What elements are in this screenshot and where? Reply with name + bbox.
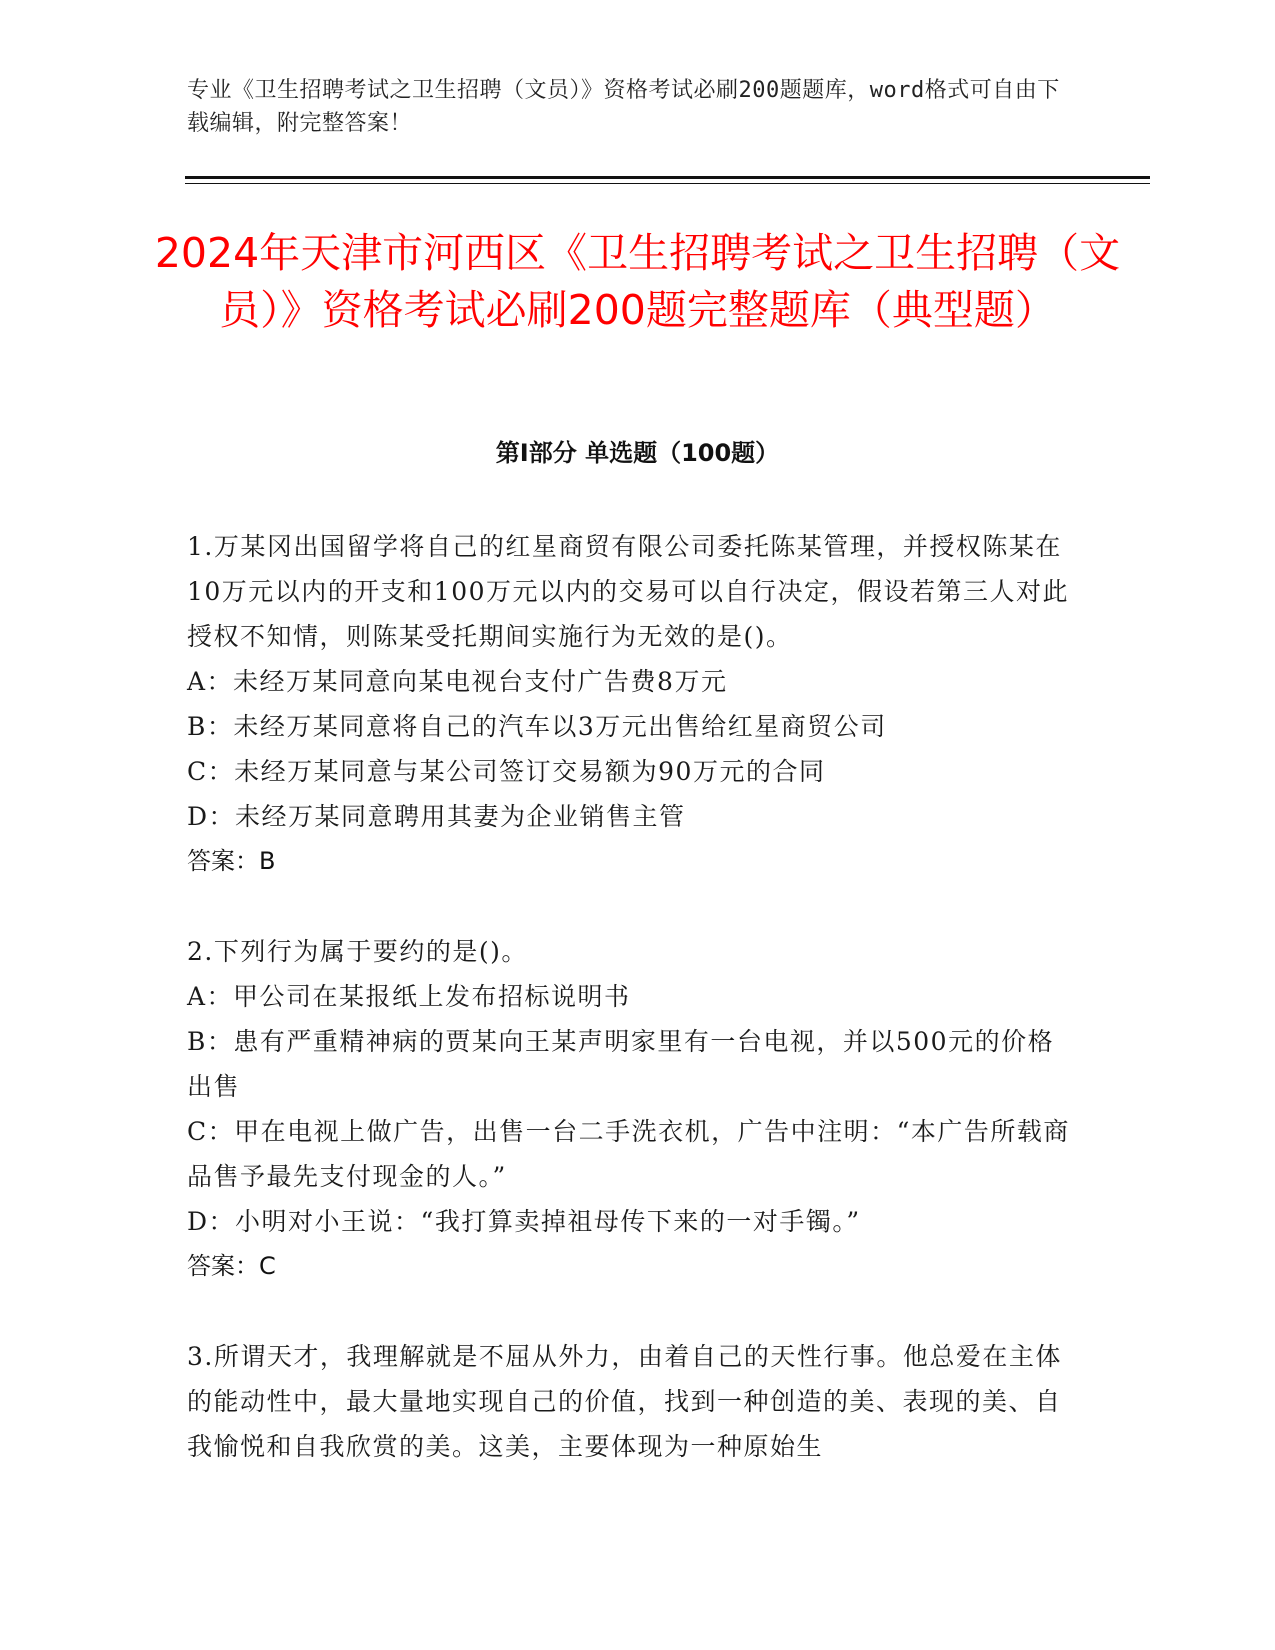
question-stem: 2.下列行为属于要约的是()。 (187, 937, 528, 966)
header-divider-thick (185, 176, 1150, 179)
option-c: C：未经万某同意与某公司签订交易额为90万元的合同 (187, 757, 826, 786)
question-3 (187, 1334, 1072, 1469)
question-stem: 3.所谓天才，我理解就是不屈从外力，由着自己的天性行事。他总爱在主体的能动性中，最大量地实现自己的价值，找到一种创造的美、表现的美、自我愉悦和自我欣赏的美。这美，主要体现为一种原始生 (187, 1342, 1062, 1461)
header-divider-thin (185, 183, 1150, 184)
header-note: 专业《卫生招聘考试之卫生招聘（文员）》资格考试必刷200题题库，word格式可自由下载编辑，附完整答案！ (187, 78, 1060, 136)
answer: 答案：B (187, 847, 276, 875)
question-list (187, 524, 1072, 1514)
question-2 (187, 929, 1072, 1289)
option-d: D：未经万某同意聘用其妻为企业销售主管 (187, 802, 686, 831)
option-a: A：未经万某同意向某电视台支付广告费8万元 (187, 667, 728, 696)
option-a: A：甲公司在某报纸上发布招标说明书 (187, 982, 631, 1011)
option-c: C：甲在电视上做广告，出售一台二手洗衣机，广告中注明：“本广告所载商品售予最先支付现金的人。” (187, 1117, 1070, 1191)
question-1 (187, 524, 1072, 884)
document-title: 2024年天津市河西区《卫生招聘考试之卫生招聘（文员）》资格考试必刷200题完整题库（典型题） (154, 229, 1121, 334)
option-d: D：小明对小王说：“我打算卖掉祖母传下来的一对手镯。” (187, 1207, 861, 1236)
question-stem: 1.万某冈出国留学将自己的红星商贸有限公司委托陈某管理，并授权陈某在10万元以内的开支和100万元以内的交易可以自行决定，假设若第三人对此授权不知情，则陈某受托期间实施行为无效的是()。 (187, 532, 1070, 651)
answer: 答案：C (187, 1252, 276, 1280)
option-b: B：患有严重精神病的贾某向王某声明家里有一台电视，并以500元的价格出售 (187, 1027, 1055, 1101)
section-title: 第I部分 单选题（100题） (495, 439, 780, 467)
option-b: B：未经万某同意将自己的汽车以3万元出售给红星商贸公司 (187, 712, 887, 741)
